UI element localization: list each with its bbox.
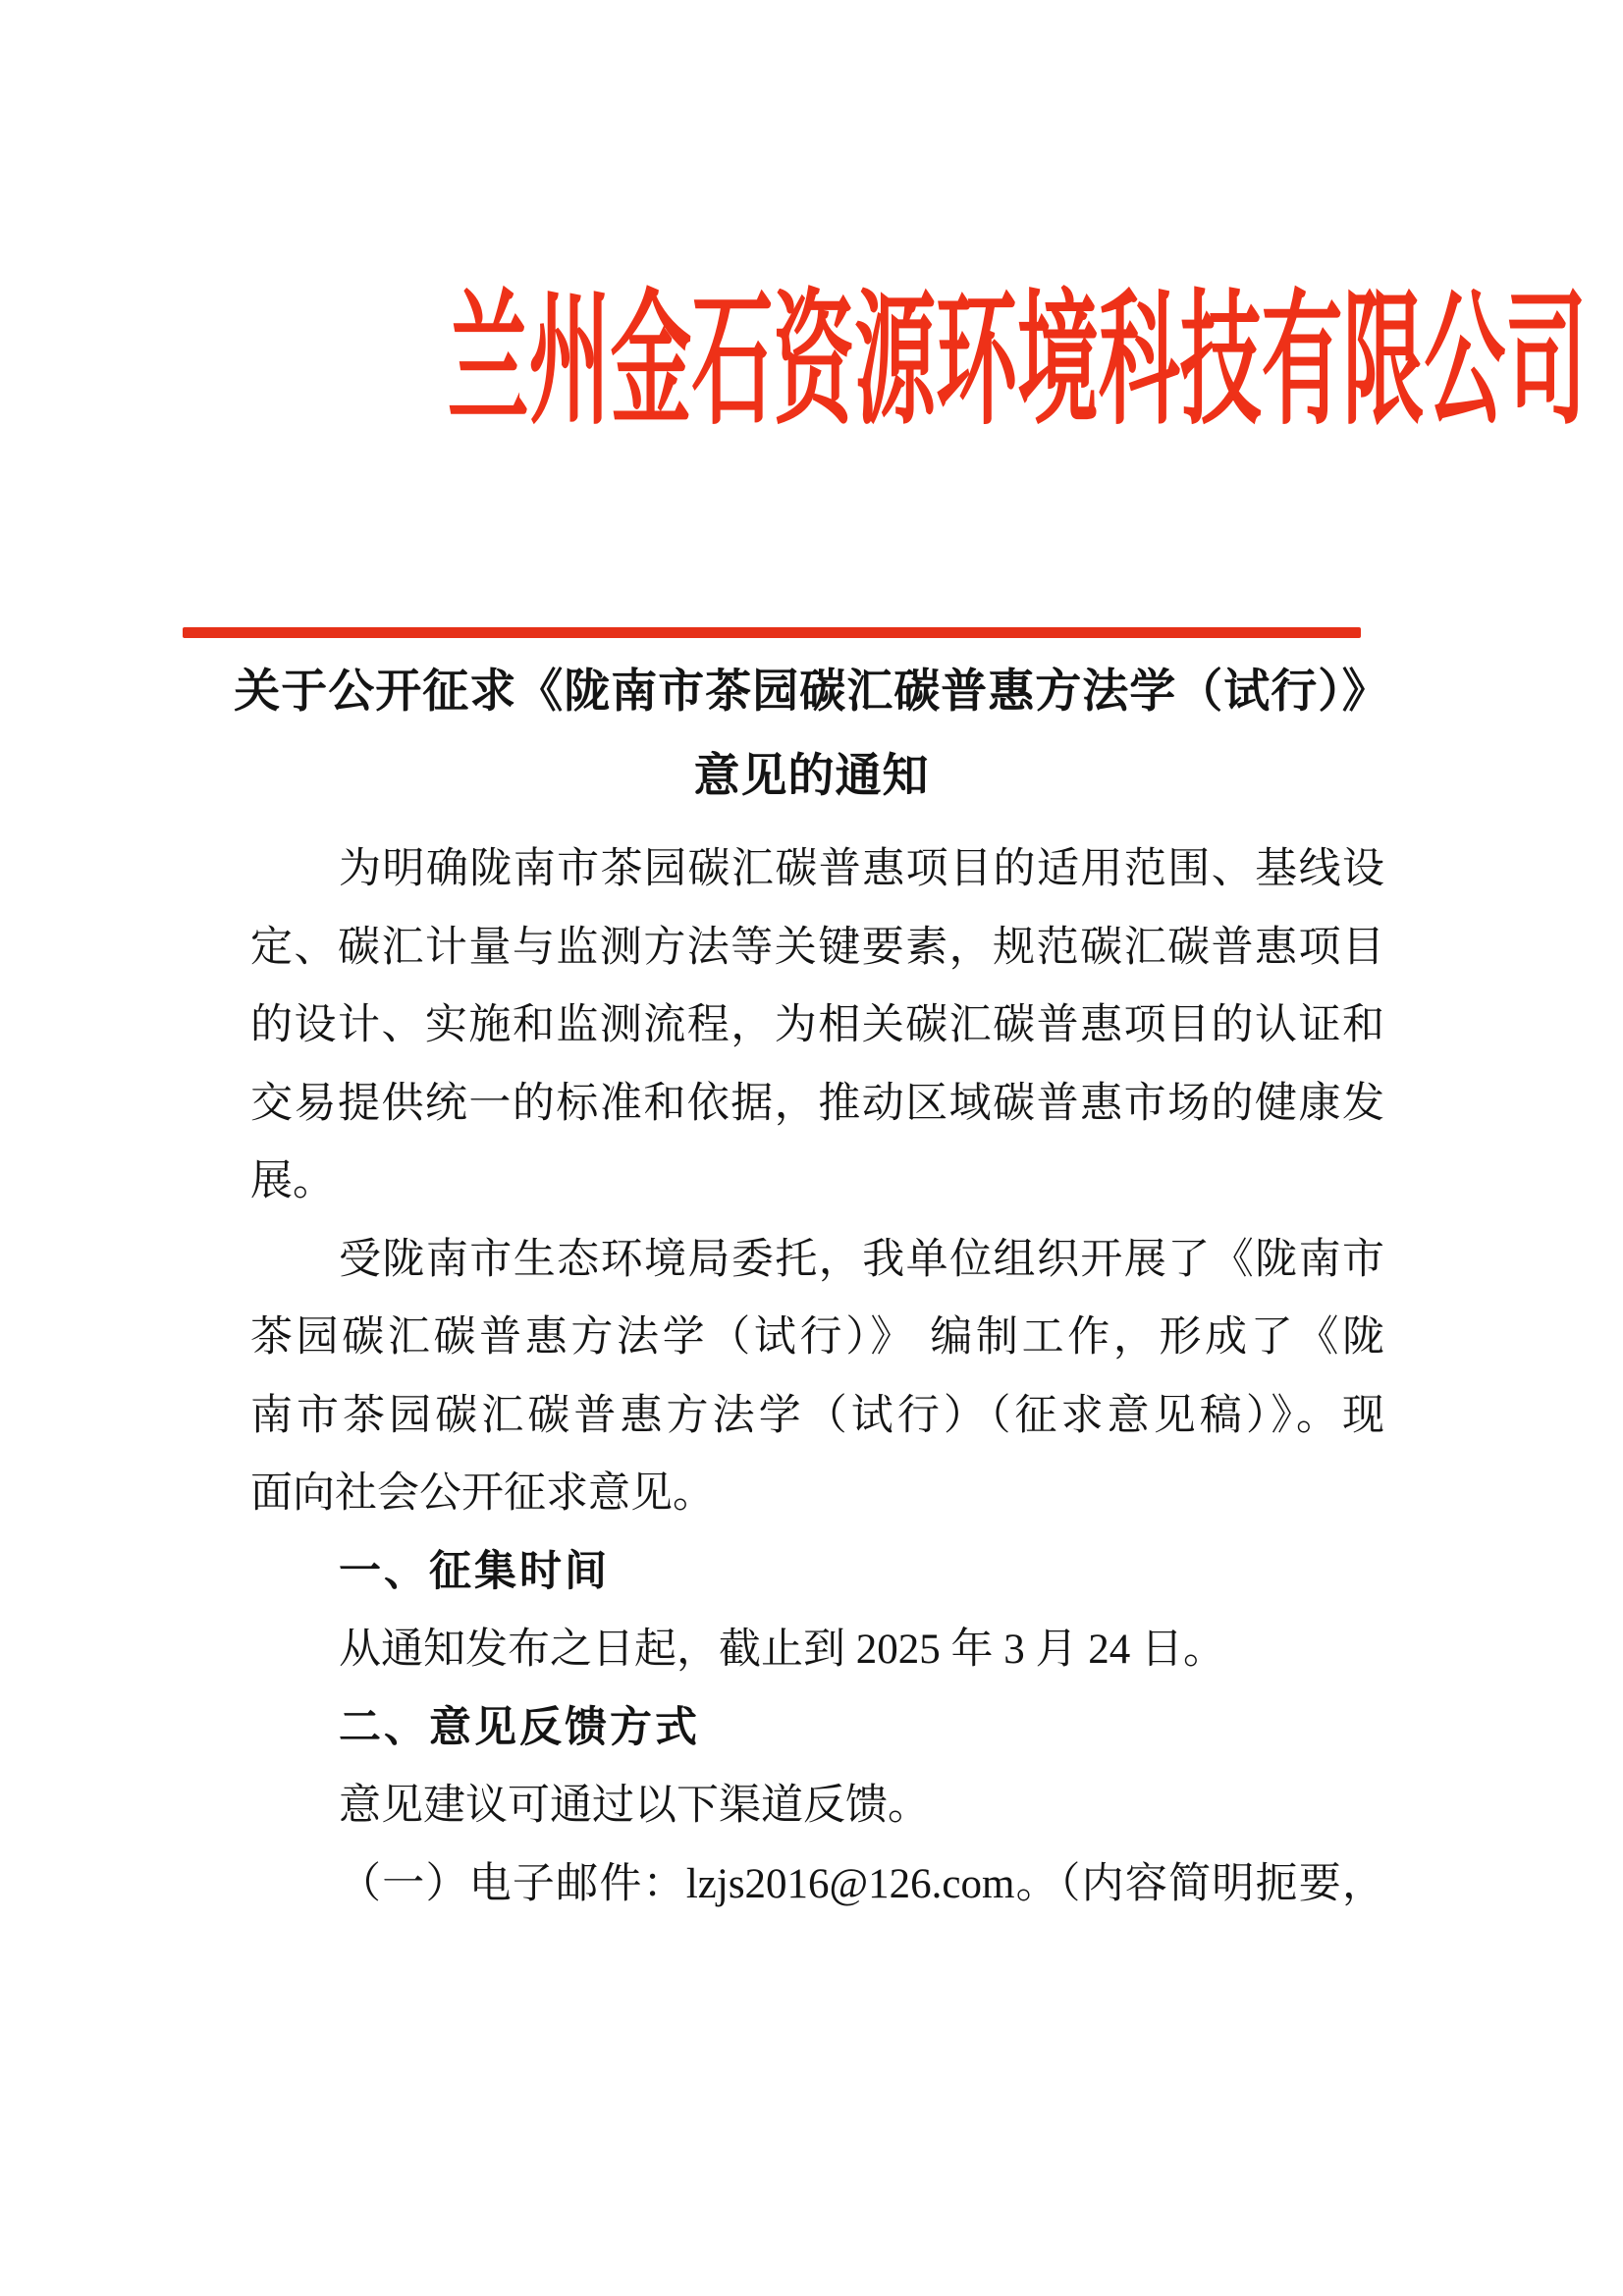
document-body: [250, 830, 1384, 1923]
document-title: [196, 650, 1427, 819]
body-line: 受陇南市生态环境局委托，我单位组织开展了《陇南市: [339, 1236, 1384, 1283]
body-line: 定、碳汇计量与监测方法等关键要素，规范碳汇碳普惠项目: [250, 924, 1384, 971]
company-name: 兰州金石资源环境科技有限公司: [447, 282, 1588, 443]
body-line: 展。: [250, 1158, 335, 1204]
body-line: 为明确陇南市茶园碳汇碳普惠项目的适用范围、基线设: [339, 846, 1384, 892]
body-line: 的设计、实施和监测流程，为相关碳汇碳普惠项目的认证和: [250, 1002, 1384, 1048]
body-line: 交易提供统一的标准和依据，推动区域碳普惠市场的健康发: [250, 1080, 1384, 1127]
document-title-line1: 关于公开征求《陇南市茶园碳汇碳普惠方法学（试行）》: [234, 667, 1389, 718]
body-line: 茶园碳汇碳普惠方法学（试行）》 编制工作，形成了《陇: [250, 1314, 1384, 1361]
document-title-line2: 意见的通知: [693, 751, 930, 802]
body-line: （一）电子邮件：lzjs2016@126.com。（内容简明扼要，: [339, 1860, 1384, 1907]
red-divider-line: [183, 627, 1361, 638]
section-heading: 二、意见反馈方式: [339, 1703, 700, 1751]
body-line: 南市茶园碳汇碳普惠方法学（试行）（征求意见稿）》。现: [250, 1392, 1384, 1439]
body-line: 从通知发布之日起，截止到 2025 年 3 月 24 日。: [339, 1627, 1225, 1673]
body-line: 面向社会公开征求意见。: [250, 1470, 715, 1517]
company-letterhead: [0, 282, 1623, 480]
section-heading: 一、征集时间: [339, 1547, 610, 1595]
body-line: 意见建议可通过以下渠道反馈。: [339, 1783, 930, 1829]
